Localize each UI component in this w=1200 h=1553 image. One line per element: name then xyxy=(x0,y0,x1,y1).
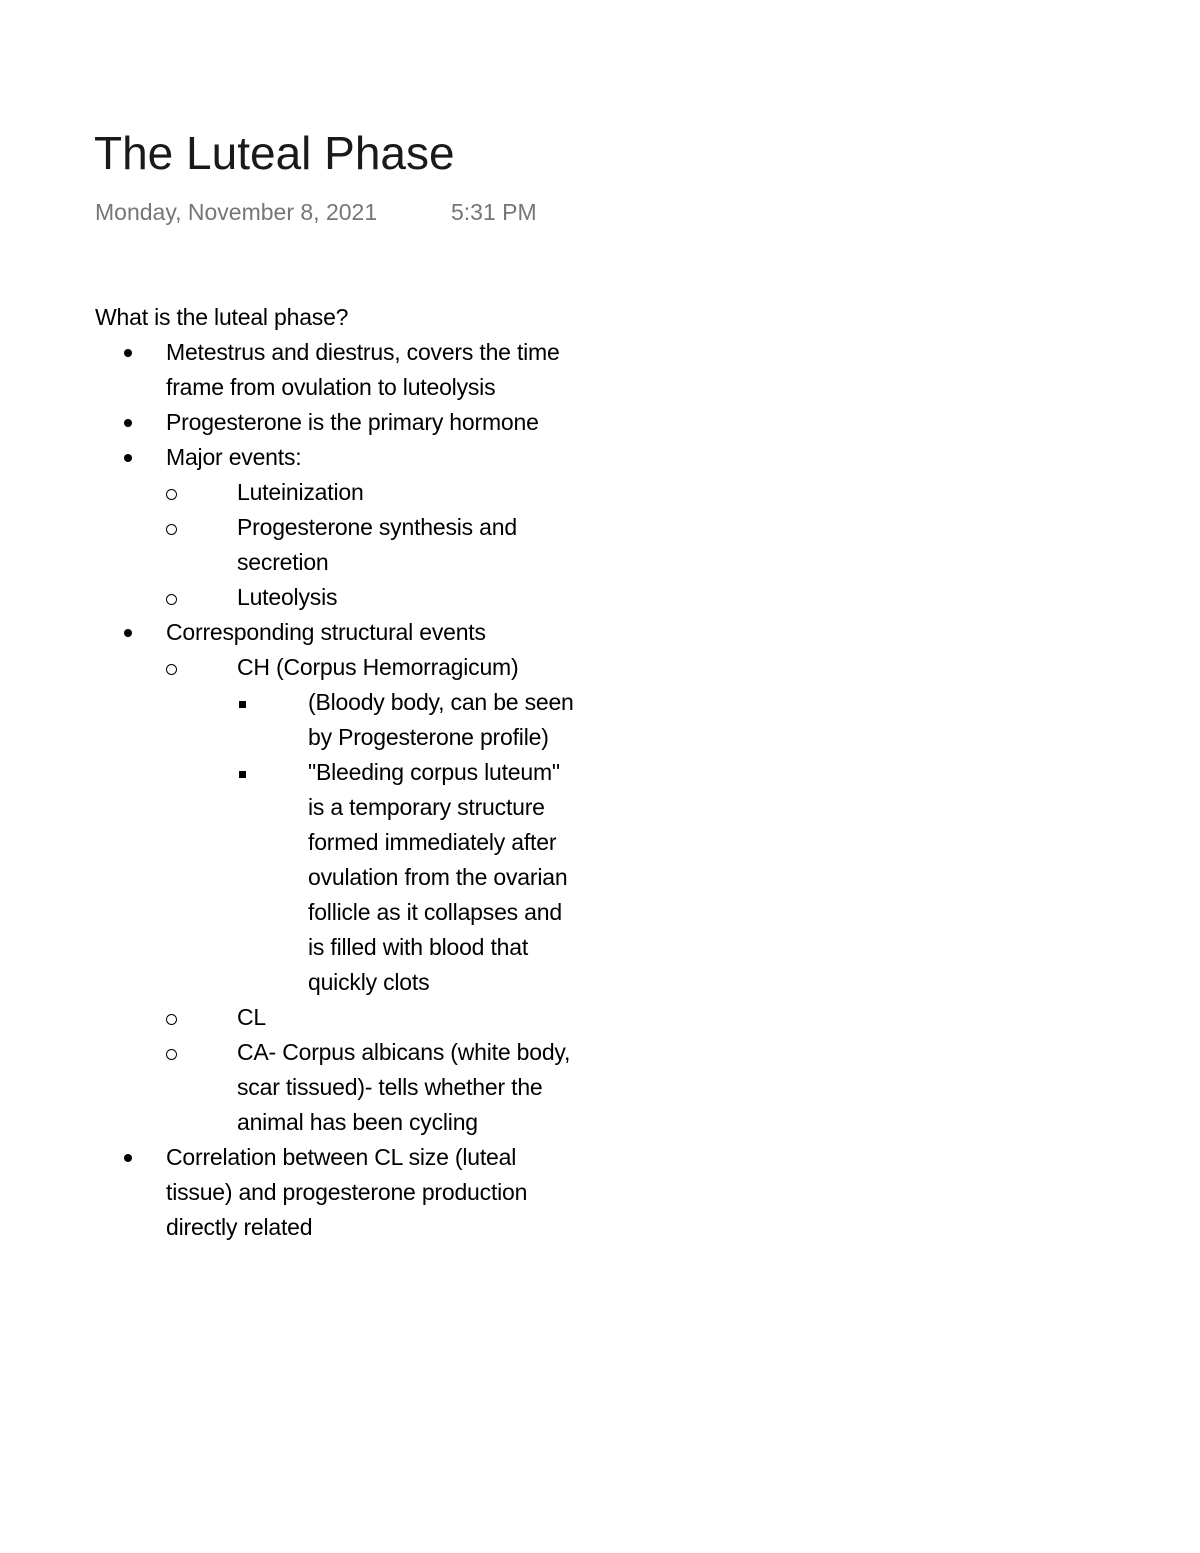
list-item-text: Progesterone is the primary hormone xyxy=(166,409,539,435)
square-bullet-icon xyxy=(239,701,246,708)
list-item-text: Metestrus and diestrus, covers the time frame from ovulation to luteolysis xyxy=(166,339,560,400)
bullet-icon xyxy=(124,454,132,462)
circle-bullet-icon xyxy=(166,524,177,535)
sub-list-item xyxy=(166,1035,575,1140)
circle-bullet-icon xyxy=(166,1014,177,1025)
sub-list-item-text: CA- Corpus albicans (white body, scar tissued)- tells whether the animal has been cycling xyxy=(237,1039,571,1135)
sub-bullet-list xyxy=(166,650,575,1140)
bullet-icon xyxy=(124,1154,132,1162)
bullet-icon xyxy=(124,419,132,427)
list-item xyxy=(95,405,575,440)
list-item xyxy=(95,1140,575,1245)
circle-bullet-icon xyxy=(166,1049,177,1060)
list-item xyxy=(95,335,575,405)
sub-list-item-text: Progesterone synthesis and secretion xyxy=(237,514,517,575)
bullet-icon xyxy=(124,349,132,357)
list-item-text: Major events: xyxy=(166,444,302,470)
sub-list-item xyxy=(166,650,575,1000)
sub-list-item xyxy=(166,475,575,510)
bullet-list xyxy=(95,335,575,1245)
page-title: The Luteal Phase xyxy=(94,127,455,179)
sub-list-item-text: CH (Corpus Hemorragicum) xyxy=(237,654,519,680)
sub-list-item xyxy=(166,1000,575,1035)
sub-sub-list-item-text: (Bloody body, can be seen by Progesterone profile) xyxy=(308,689,574,750)
circle-bullet-icon xyxy=(166,664,177,675)
list-item-text: Corresponding structural events xyxy=(166,619,486,645)
bullet-icon xyxy=(124,629,132,637)
sub-list-item xyxy=(166,510,575,580)
note-body[interactable] xyxy=(95,300,575,1245)
sub-sub-bullet-list xyxy=(237,685,575,1000)
sub-sub-list-item xyxy=(237,755,575,1000)
circle-bullet-icon xyxy=(166,594,177,605)
sub-list-item-text: Luteinization xyxy=(237,479,364,505)
sub-list-item-text: Luteolysis xyxy=(237,584,338,610)
sub-bullet-list xyxy=(166,475,575,615)
sub-sub-list-item-text: "Bleeding corpus luteum" is a temporary structure formed immediately after ovulation from the ovarian follicle as it collapses and is filled with blood that quickly clots xyxy=(308,759,568,995)
question-heading: What is the luteal phase? xyxy=(95,304,349,330)
circle-bullet-icon xyxy=(166,489,177,500)
square-bullet-icon xyxy=(239,771,246,778)
list-item xyxy=(95,440,575,615)
list-item-text: Correlation between CL size (luteal tissue) and progesterone production directly related xyxy=(166,1144,528,1240)
sub-sub-list-item xyxy=(237,685,575,755)
list-item xyxy=(95,615,575,1140)
note-time: 5:31 PM xyxy=(451,199,537,225)
note-date: Monday, November 8, 2021 xyxy=(95,199,378,225)
sub-list-item xyxy=(166,580,575,615)
sub-list-item-text: CL xyxy=(237,1004,267,1030)
